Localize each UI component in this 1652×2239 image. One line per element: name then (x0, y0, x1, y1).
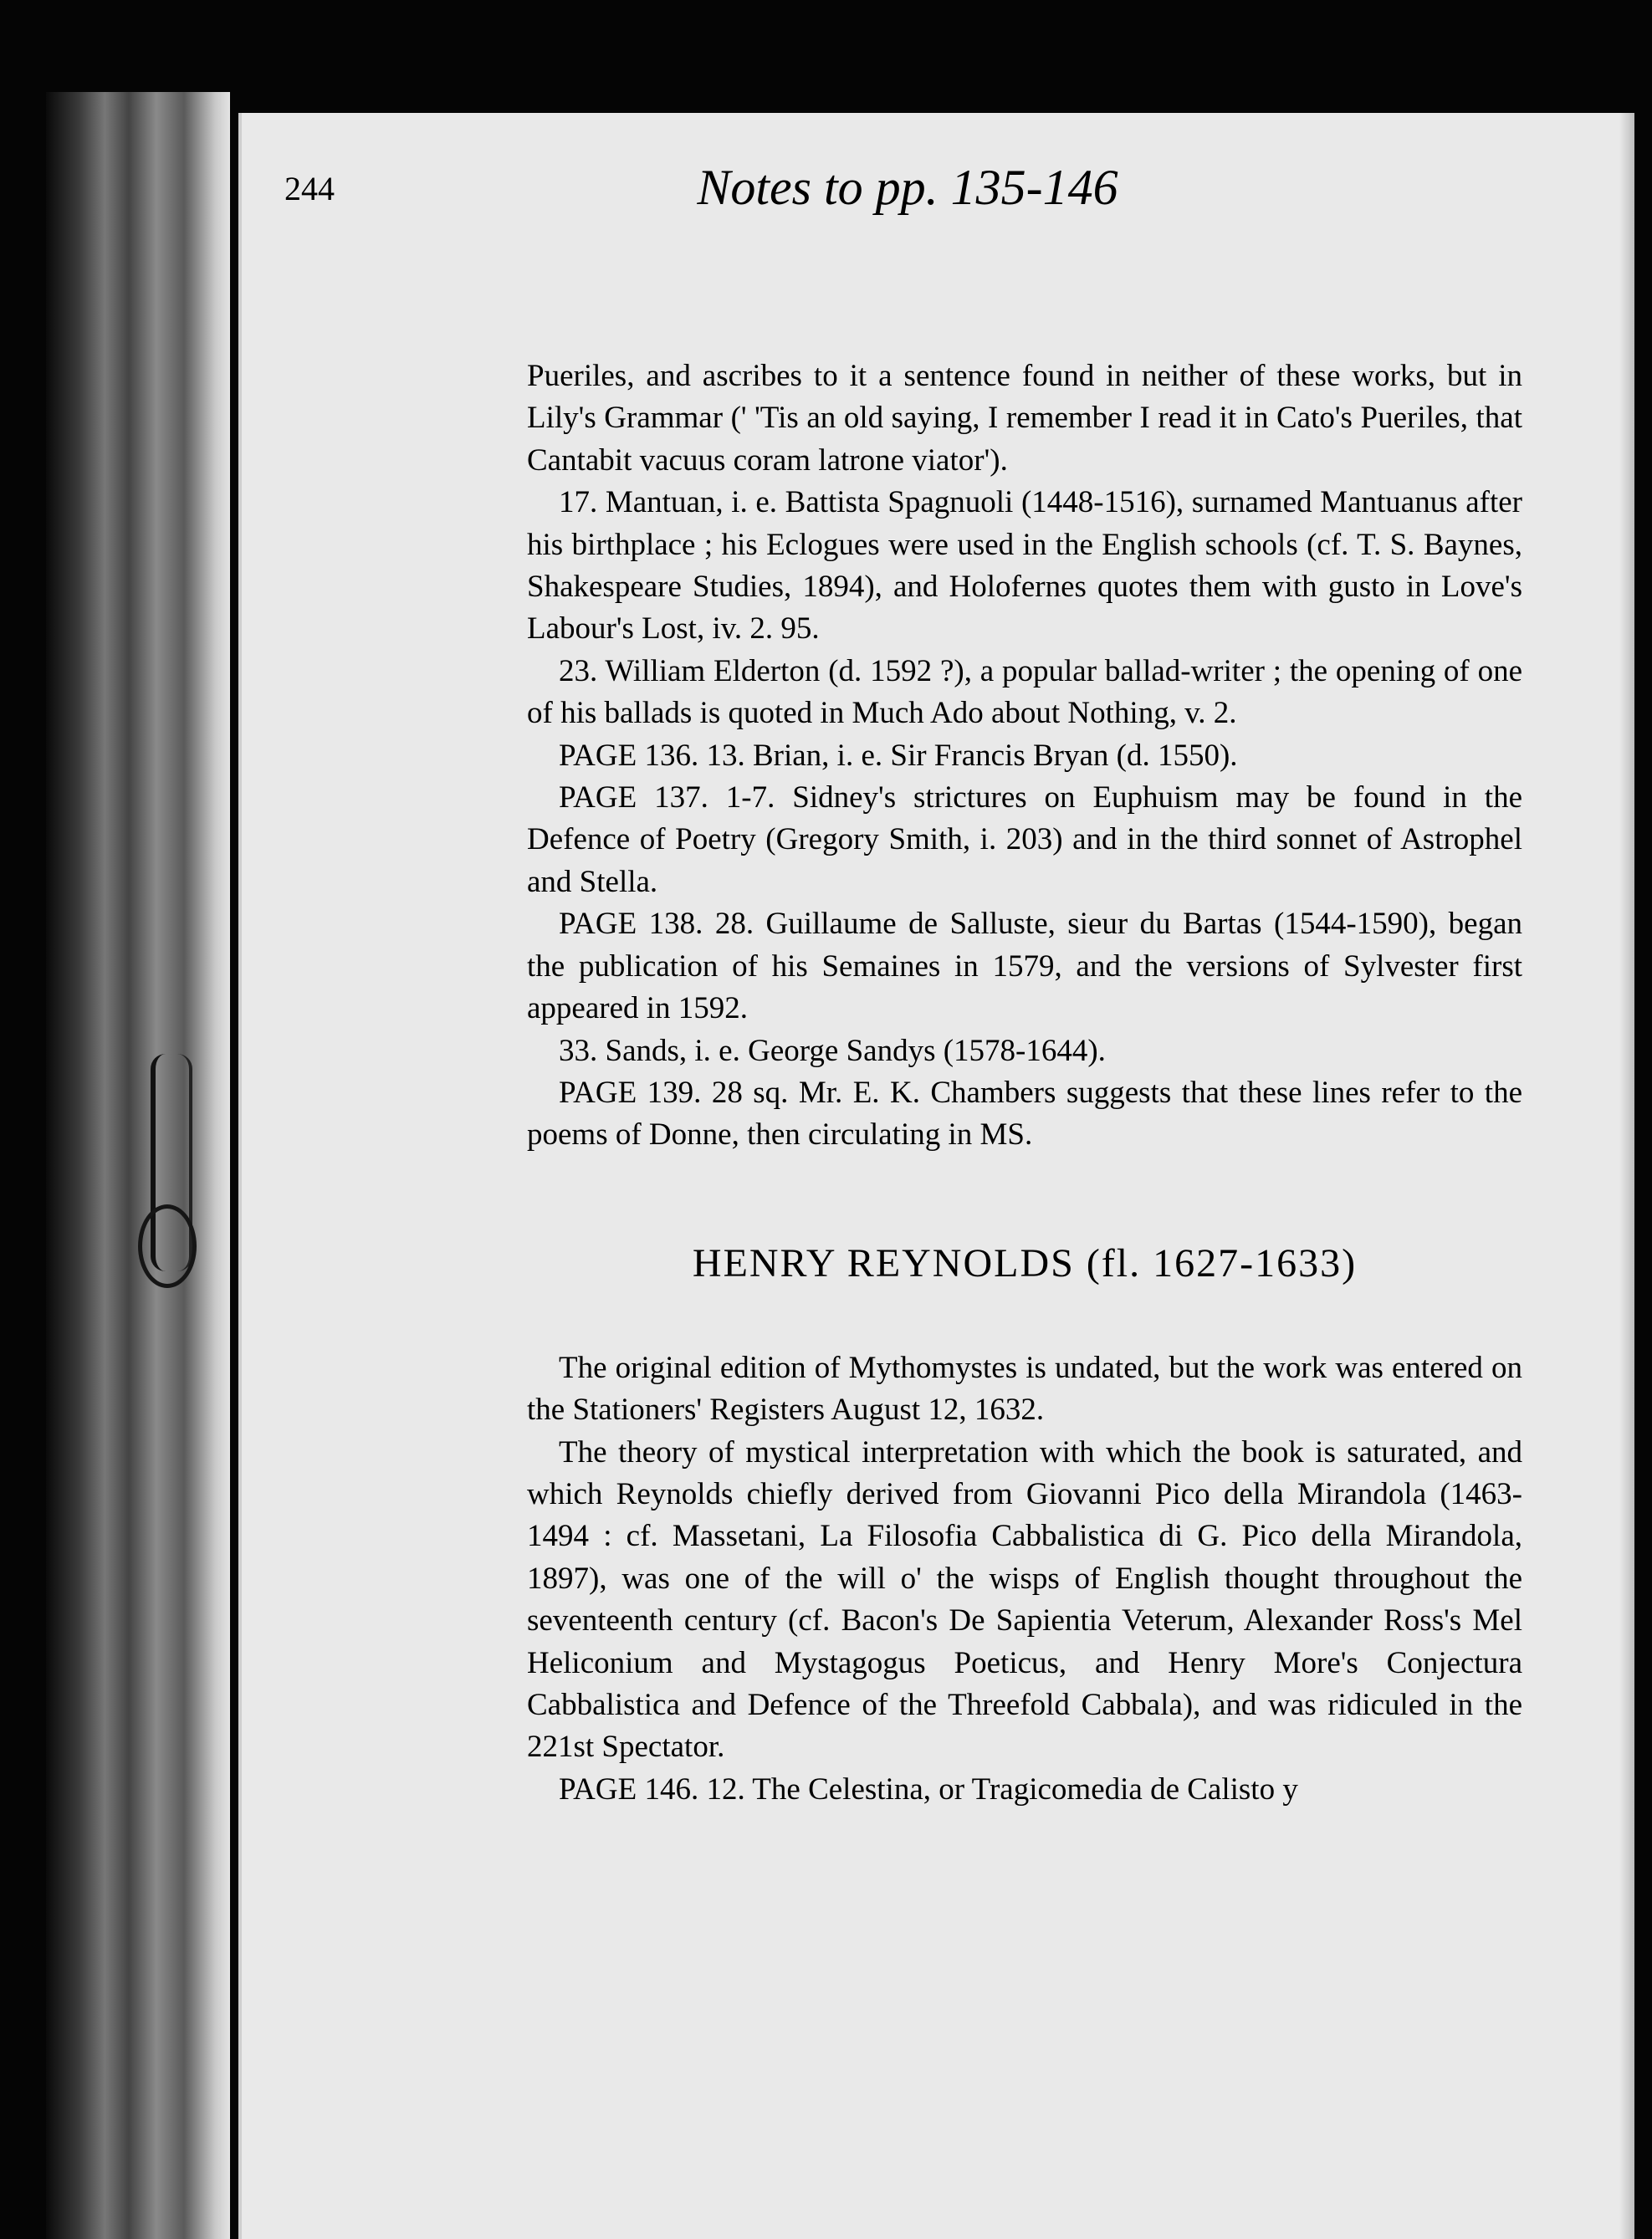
section-paragraph: PAGE 146. 12. The Celestina, or Tragicomedia de Calisto y (559, 1771, 1298, 1807)
running-title: Notes to pp. 135-146 (697, 160, 1118, 215)
page-body (527, 355, 1522, 1811)
page-header (284, 159, 1531, 251)
note-paragraph: 17. Mantuan, i. e. Battista Spagnuoli (1448-1516), surnamed Mantuanus after his birthplace ; his Eclogues were used in the English schools (cf. T. S. Baynes, Shakespeare Studies, 1894), and Holofernes quotes them with gusto in Love's Labour's Lost, iv. 2. 95. (527, 485, 1522, 647)
note-paragraph: Pueriles, and ascribes to it a sentence found in neither of these works, but in Lily's Grammar (' 'Tis an old saying, I remember I read it in Cato's Pueriles, that Cantabit vacuus coram latrone viator'). (527, 359, 1522, 478)
note-paragraph: PAGE 138. 28. Guillaume de Salluste, sieur du Bartas (1544-1590), began the publication of his Semaines in 1579, and the versions of Sylvester first appeared in 1592. (527, 907, 1522, 1026)
note-paragraph: 33. Sands, i. e. George Sandys (1578-1644). (559, 1033, 1106, 1068)
page-number: 244 (284, 170, 335, 207)
note-paragraph: PAGE 137. 1-7. Sidney's strictures on Euphuism may be found in the Defence of Poetry (Gregory Smith, i. 203) and in the third sonnet of Astrophel and Stella. (527, 780, 1522, 899)
book-spine (46, 92, 230, 2239)
spine-ornament-ring (138, 1204, 197, 1288)
note-paragraph: PAGE 139. 28 sq. Mr. E. K. Chambers suggests that these lines refer to the poems of Donne, then circulating in MS. (527, 1075, 1522, 1153)
note-paragraph: 23. William Elderton (d. 1592 ?), a popular ballad-writer ; the opening of one of his ballads is quoted in Much Ado about Nothing, v. 2. (527, 653, 1522, 731)
page-edge (1619, 113, 1634, 2239)
note-paragraph: PAGE 136. 13. Brian, i. e. Sir Francis Bryan (d. 1550). (559, 738, 1238, 773)
section-heading: HENRY REYNOLDS (fl. 1627-1633) (692, 1240, 1358, 1286)
section-paragraph: The theory of mystical interpretation with which the book is saturated, and which Reynolds chiefly derived from Giovanni Pico della Mirandola (1463-1494 : cf. Massetani, La Filosofia Cabbalistica di G. Pico della Mirandola, 1897), was one of the will o' the wisps of English thought throughout the seventeenth century (cf. Bacon's De Sapientia Veterum, Alexander Ross's Mel Heliconium and Mystagogus Poeticus, and Henry More's Conjectura Cabbalistica and Defence of the Threefold Cabbala), and was ridiculed in the 221st Spectator. (527, 1434, 1522, 1765)
section-paragraph: The original edition of Mythomystes is undated, but the work was entered on the Stationers' Registers August 12, 1632. (527, 1350, 1522, 1428)
